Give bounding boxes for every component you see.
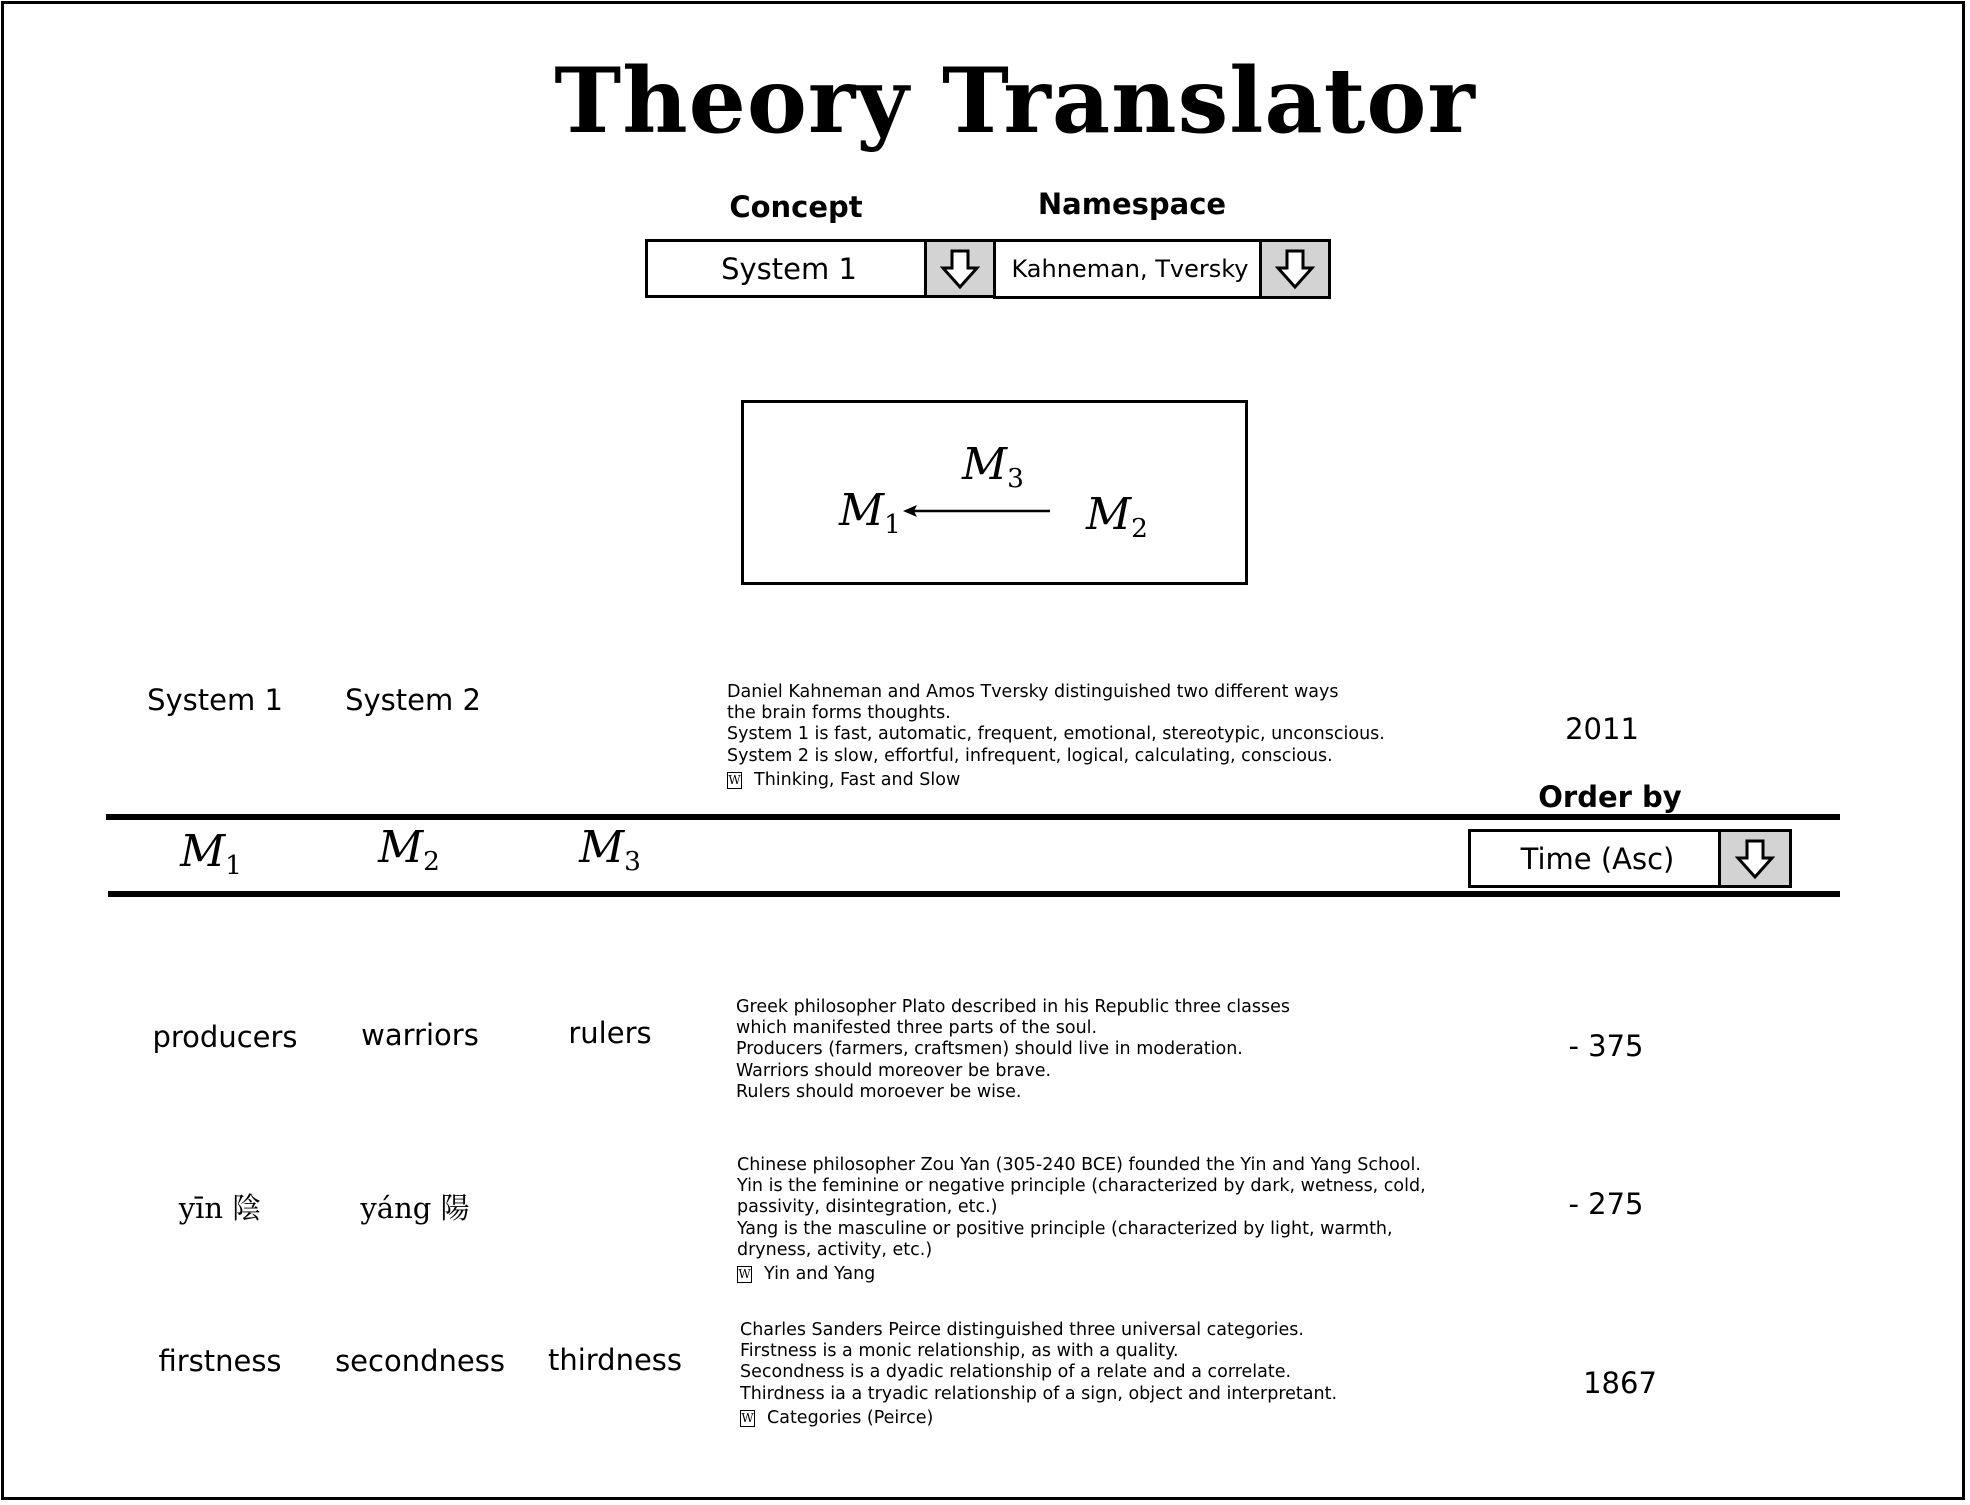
row-wiki-link[interactable]: W Yin and Yang bbox=[738, 1264, 876, 1285]
namespace-label: Namespace bbox=[1037, 187, 1227, 221]
arrow-down-icon bbox=[940, 248, 980, 290]
concept-select-value: System 1 bbox=[721, 251, 857, 286]
namespace-select-value: Kahneman, Tversky bbox=[1011, 255, 1249, 283]
diagram-arrow bbox=[902, 503, 1052, 519]
concept-label: Concept bbox=[729, 190, 863, 224]
header-bottom-rule bbox=[108, 891, 1840, 897]
selected-m1: System 1 bbox=[147, 683, 283, 717]
row-year: - 275 bbox=[1568, 1187, 1644, 1221]
row-m1: producers bbox=[152, 1020, 298, 1054]
header-top-rule bbox=[106, 814, 1840, 820]
row-m1: yīn 陰 bbox=[178, 1191, 262, 1225]
column-header-m3: $M_3$ bbox=[579, 822, 641, 877]
row-year: 1867 bbox=[1583, 1366, 1657, 1400]
selected-year: 2011 bbox=[1565, 712, 1639, 746]
row-m2: warriors bbox=[361, 1018, 479, 1052]
arrow-down-icon bbox=[1735, 838, 1775, 880]
wikipedia-icon[interactable]: W bbox=[737, 1266, 752, 1283]
selected-m2: System 2 bbox=[345, 683, 481, 717]
order-by-label: Order by bbox=[1538, 780, 1682, 814]
row-description: Greek philosopher Plato described in his Republic three classes which manifested three parts of the soul. Producers (farmers, craftsmen) should live in moderation. Warriors should moreover be brave. Rulers should moroever be wise. bbox=[736, 997, 1290, 1102]
wikipedia-icon[interactable]: W bbox=[740, 1410, 755, 1427]
row-m2: yáng 陽 bbox=[360, 1191, 470, 1225]
concept-select[interactable] bbox=[645, 239, 996, 298]
order-by-select[interactable] bbox=[1468, 829, 1792, 888]
row-wiki-link[interactable]: W Categories (Peirce) bbox=[741, 1407, 934, 1428]
diagram-m2: $M_2$ bbox=[1086, 489, 1148, 544]
arrow-down-icon bbox=[1275, 248, 1315, 290]
page-title: Theory Translator bbox=[554, 48, 1476, 154]
selected-description: Daniel Kahneman and Amos Tversky distinguished two different ways the brain forms thoughts. System 1 is fast, automatic, frequent, emotional, stereotypic, unconscious. System 2 is slow, effortful, infrequent, logical, calculating, conscious. W Thinking, Fast and Slow bbox=[727, 682, 1385, 790]
row-m2: secondness bbox=[335, 1344, 505, 1378]
row-description: Charles Sanders Peirce distinguished three universal categories. Firstness is a monic relationship, as with a quality. Secondness is a dyadic relationship of a relate and a correlate. Thirdness ia a tryadic relationship of a sign, object and interpretant. W Categories (Peirce) bbox=[740, 1320, 1338, 1428]
order-by-value: Time (Asc) bbox=[1520, 841, 1675, 876]
wikipedia-icon[interactable]: W bbox=[727, 772, 742, 789]
selected-wiki-link[interactable]: W Thinking, Fast and Slow bbox=[728, 769, 961, 790]
column-header-m1: $M_1$ bbox=[180, 826, 242, 881]
column-header-m2: $M_2$ bbox=[378, 822, 440, 877]
diagram-m1: $M_1$ bbox=[839, 485, 901, 540]
namespace-dropdown-button[interactable] bbox=[1259, 242, 1328, 296]
order-by-dropdown-button[interactable] bbox=[1718, 832, 1789, 885]
row-m1: firstness bbox=[158, 1344, 282, 1378]
row-year: - 375 bbox=[1568, 1029, 1644, 1063]
row-m3: thirdness bbox=[547, 1343, 683, 1377]
concept-dropdown-button[interactable] bbox=[924, 242, 993, 295]
row-m3: rulers bbox=[568, 1016, 652, 1050]
row-description: Chinese philosopher Zou Yan (305-240 BCE) founded the Yin and Yang School. Yin is the feminine or negative principle (characterized by dark, wetness, cold, passivity, disintegration, etc.) Yang is the masculine or positive principle (characterized by light, warmth, dryness, activity, etc.) W Yin and Yang bbox=[737, 1155, 1426, 1285]
relation-diagram bbox=[741, 400, 1248, 585]
diagram-m3: $M_3$ bbox=[962, 439, 1024, 494]
namespace-select[interactable] bbox=[993, 239, 1331, 299]
